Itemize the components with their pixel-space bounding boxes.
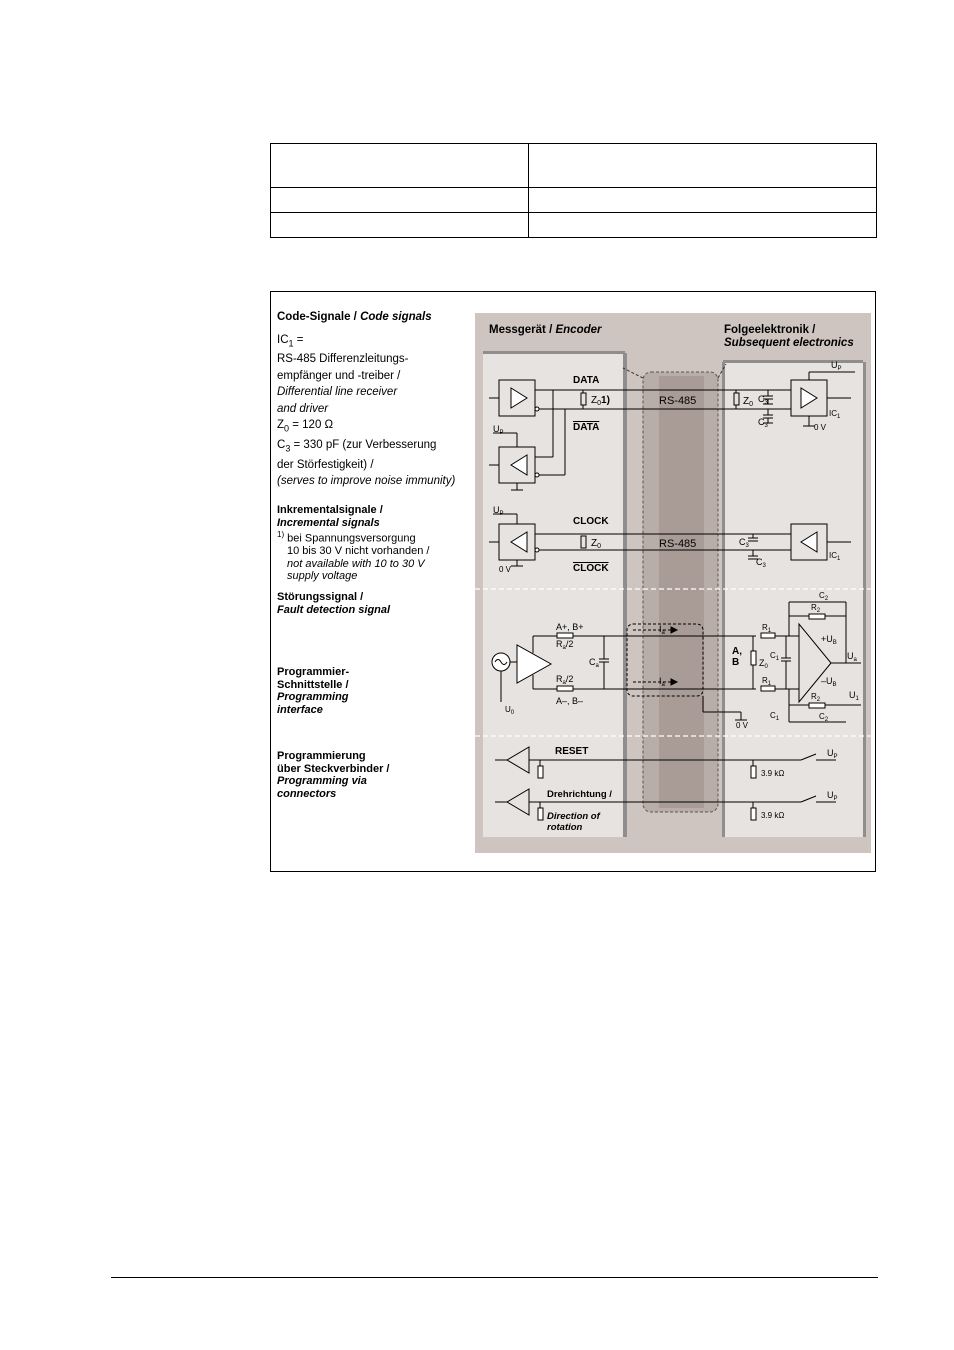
svg-text:Ia: $I_a$ (659, 624, 665, 636)
svg-text:B: B (732, 657, 740, 668)
svg-text:Ia: $I_a$ (659, 676, 665, 688)
svg-text:DATA: DATA (573, 375, 600, 386)
svg-text:C3: $C_3$ (739, 537, 749, 549)
svg-text:Direction of: Direction of (547, 811, 600, 822)
subsequent-panel (723, 362, 863, 837)
svg-text:IC1: $IC_1$ (829, 409, 841, 420)
svg-text:Z0: $Z_0$ (759, 658, 768, 670)
svg-text:rotation: rotation (547, 822, 583, 833)
table-cell (529, 213, 877, 238)
legend-programming-interface: Programmier- Schnittstelle / Programming interface (277, 666, 350, 716)
svg-text:A,: A, (732, 646, 742, 657)
svg-text:0 V: 0 V (736, 721, 749, 730)
svg-text:Ra/2: $R_a/2$ (556, 639, 574, 651)
table-cell (529, 144, 877, 188)
svg-text:3.9 kΩ: 3.9 kΩ (761, 811, 785, 820)
header-table (270, 143, 877, 238)
svg-text:Messgerät / Encoder: Messgerät / Encoder (489, 324, 602, 336)
svg-text:DATA: DATA (573, 422, 600, 433)
table-cell (271, 188, 529, 213)
legend-connectors: Programmierung über Steckverbinder / Programming via connectors (277, 750, 390, 800)
svg-text:–UB: $-U_B$ (821, 676, 837, 688)
svg-text:R2: $R_2$ (811, 603, 821, 614)
svg-text:Subsequent electronics: Subsequent electronics (724, 337, 854, 349)
svg-text:UP: $U_P$ (827, 748, 838, 760)
svg-text:UP: $U_P$ (493, 424, 504, 436)
svg-text:RS-485: RS-485 (659, 538, 697, 550)
svg-text:Z01): $Z_01$) (591, 395, 610, 407)
footer-rule (111, 1277, 878, 1278)
svg-text:CLOCK: CLOCK (573, 516, 609, 527)
svg-text:3.9 kΩ: 3.9 kΩ (761, 769, 785, 778)
svg-text:R1: $R_1$ (762, 676, 772, 687)
circuit-figure (270, 291, 876, 872)
svg-text:A–, B–: A–, B– (556, 696, 584, 706)
schematic (271, 292, 875, 871)
legend-code-title-en: Code signals (360, 311, 432, 323)
svg-text:C2: $C_2$ (819, 591, 829, 602)
svg-text:CLOCK: CLOCK (573, 563, 609, 574)
svg-text:IC1: $IC_1$ (829, 551, 841, 562)
svg-text:Z0: $Z_0$ (591, 538, 602, 550)
legend-incremental: Inkrementalsignale / Incremental signals $^{1)}$ bei Spannungsversorgung 10 bis 30 V nicht vorhanden / not available with 10 to 30 V supply voltage (277, 504, 430, 583)
svg-text:U0: $U_0$ (505, 705, 515, 716)
svg-text:Folgeelektronik /: Folgeelektronik / (724, 324, 816, 336)
svg-text:UP: $U_P$ (493, 505, 504, 517)
svg-text:0 V: 0 V (499, 565, 512, 574)
svg-text:U1: $U_1$ (849, 690, 859, 702)
svg-text:+UB: $+U_B$ (821, 634, 837, 646)
table-cell (271, 144, 529, 188)
svg-text:C3: $C_3$ (756, 557, 766, 569)
svg-text:UP: $U_P$ (827, 790, 838, 802)
table-cell (271, 213, 529, 238)
svg-text:0 V: 0 V (814, 423, 827, 432)
svg-text:Z0: $Z_0$ (743, 396, 754, 408)
svg-text:Ca: $C_a$ (589, 657, 599, 669)
svg-text:RS-485: RS-485 (659, 395, 697, 407)
svg-text:C3: $C_3$ (758, 394, 768, 406)
svg-text:A+, B+: A+, B+ (556, 622, 584, 632)
svg-text:Ra/2: $R_a/2$ (556, 674, 574, 686)
svg-text:RESET: RESET (555, 746, 589, 757)
svg-text:UP: $U_P$ (831, 360, 842, 372)
svg-text:R2: $R_2$ (811, 692, 821, 703)
svg-text:C3: $C_3$ (758, 417, 768, 429)
svg-text:C1: $C_1$ (770, 651, 780, 662)
legend-code-title: Code-Signale / (277, 311, 361, 323)
svg-text:R1: $R_1$ (762, 623, 772, 634)
legend-code-signals: Code-Signale / Code signals $IC_1$ = RS-485 Differenzleitungs- empfänger und -treiber / Differential line receiver and driver $Z_0 = 120$ Ω $C_3 = 330$ pF (zur Verbesserung der Störfestigkeit) / (serves to improve noise immunity) (277, 311, 456, 488)
table-cell (529, 188, 877, 213)
svg-text:C1: $C_1$ (770, 711, 780, 722)
svg-text:Ua: $U_a$ (847, 651, 857, 663)
legend-fault: Störungssignal / Fault detection signal (277, 591, 391, 616)
svg-text:C2: $C_2$ (819, 712, 829, 723)
svg-text:Drehrichtung /: Drehrichtung / (547, 789, 612, 800)
